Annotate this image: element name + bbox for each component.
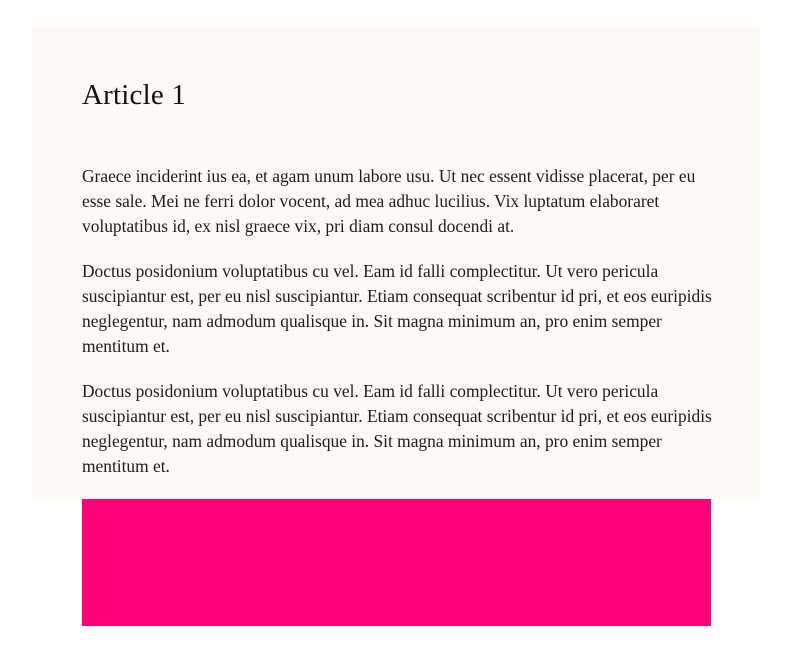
article-paragraph-3: Doctus posidonium voluptatibus cu vel. Eam id falli complectitur. Ut vero pericula suscipiantur est, per eu nisl suscipiantur. Etiam consequat scribentur id pri, et eos euripidis neglegentur, nam admodum qualisque in. Sit magna minimum an, pro enim semper mentitum et. <box>82 381 712 476</box>
article-paragraph-2: Doctus posidonium voluptatibus cu vel. Eam id falli complectitur. Ut vero pericula suscipiantur est, per eu nisl suscipiantur. Etiam consequat scribentur id pri, et eos euripidis neglegentur, nam admodum qualisque in. Sit magna minimum an, pro enim semper mentitum et. <box>82 261 712 356</box>
article-paragraph-1: Graece inciderint ius ea, et agam unum labore usu. Ut nec essent vidisse placerat, per eu esse sale. Mei ne ferri dolor vocent, ad mea adhuc lucilius. Vix luptatum elaboraret voluptatibus id, ex nisl graece vix, pri diam consul docendi at. <box>82 166 696 236</box>
article-title: Article 1 <box>82 79 187 111</box>
accent-block <box>82 499 711 626</box>
article-card <box>32 25 760 499</box>
article-body <box>82 164 712 499</box>
